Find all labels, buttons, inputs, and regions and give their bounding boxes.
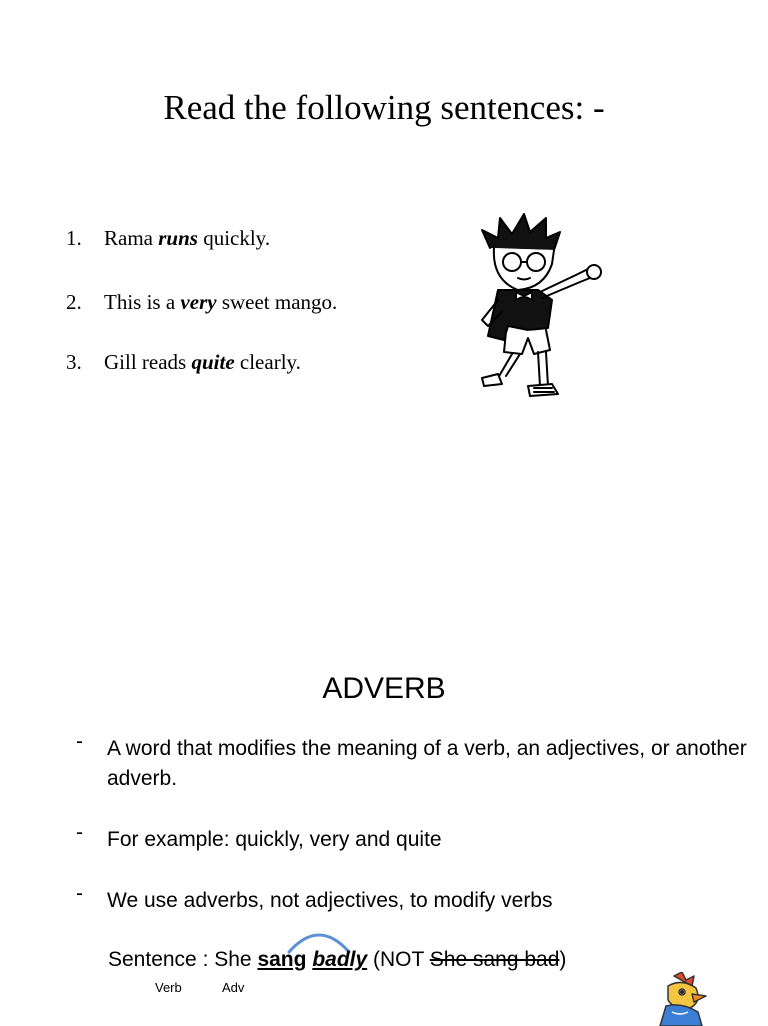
running-cartoon-boy-icon: [468, 208, 613, 403]
sentence-number: 2.: [66, 290, 82, 314]
adv-tag: Adv: [222, 980, 245, 995]
struck-phrase: She sang bad: [429, 948, 560, 971]
sentence-number: 3.: [66, 350, 82, 374]
sentence-emphasis: quite: [191, 350, 235, 374]
sentence-open: (NOT: [367, 948, 430, 971]
slide-1: [0, 0, 768, 512]
sentence-prefix: Sentence : She: [108, 948, 258, 971]
sentence-text: Gill reads: [104, 350, 192, 374]
sentence-emphasis: runs: [158, 226, 198, 250]
bullet-text: A word that modifies the meaning of a verb, an adjectives, or another adverb.: [107, 737, 747, 790]
sentence-item: [66, 290, 337, 315]
sentence-number: 1.: [66, 226, 82, 250]
bullet-text: For example: quickly, very and quite: [107, 828, 442, 851]
sentence-text: This is a: [104, 290, 181, 314]
sentence-close: ): [559, 948, 567, 971]
bullet-dash: -: [76, 730, 83, 753]
bullet-text: We use adverbs, not adjectives, to modify verbs: [107, 889, 553, 912]
adverb-word: badly: [312, 948, 368, 971]
sentence-text: sweet mango.: [216, 290, 338, 314]
sentence-item: [66, 350, 301, 375]
slide-2: [0, 512, 768, 1024]
sentence-text: quickly.: [197, 226, 271, 250]
bullet-dash: -: [76, 821, 83, 844]
sentence-text: Rama: [104, 226, 159, 250]
verb-word: sang: [257, 948, 307, 971]
slide-2-title: ADVERB: [322, 672, 446, 705]
cartoon-bird-icon: [652, 972, 712, 1026]
bullet-dash: -: [76, 882, 83, 905]
sentence-text: clearly.: [234, 350, 301, 374]
slide-1-title: Read the following sentences: -: [163, 88, 605, 127]
verb-tag: Verb: [155, 980, 182, 995]
sentence-emphasis: very: [180, 290, 217, 314]
sentence-item: [66, 226, 270, 251]
example-sentence: [108, 948, 566, 972]
